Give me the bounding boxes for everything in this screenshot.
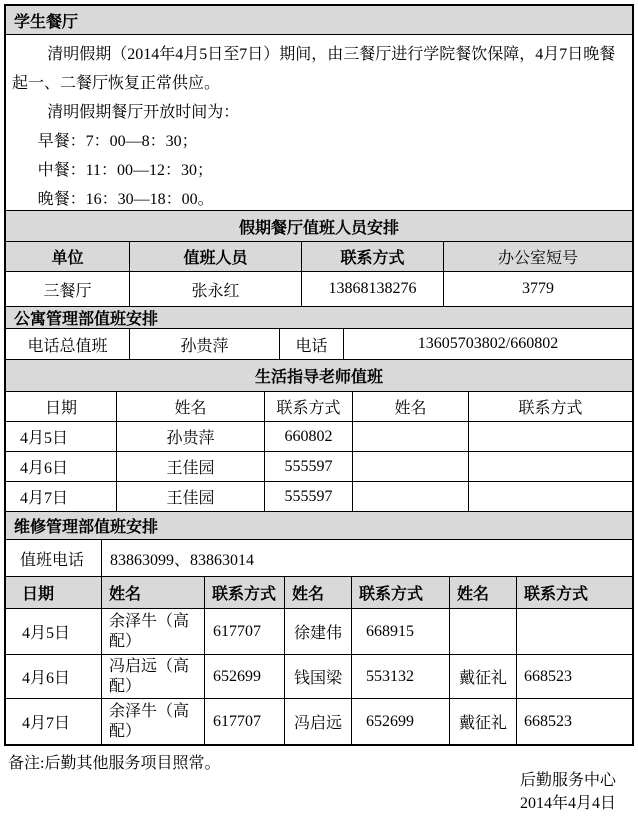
mt-col-contact-1: 联系方式 [204, 577, 284, 608]
duty-notice-table [4, 4, 634, 746]
mt-col-date: 日期 [22, 586, 55, 603]
contact-value: 13868138276 [301, 272, 443, 306]
lg-name-1: 王佳园 [116, 482, 264, 511]
lg-name-2 [352, 422, 468, 451]
col-header-unit: 单位 [51, 250, 84, 267]
lg-name-2 [352, 452, 468, 481]
maintenance-section-header [6, 512, 632, 540]
signature-block [520, 769, 616, 815]
col-header-office-ext: 办公室短号 [443, 242, 632, 271]
apartment-duty-person: 孙贵萍 [129, 329, 279, 359]
duty-phone-value: 83863099、83863014 [101, 540, 632, 576]
lg-col-name-1: 姓名 [116, 392, 264, 421]
canteen-intro-cell [6, 35, 632, 210]
holiday-duty-section-header [6, 211, 632, 242]
lg-col-date: 日期 [44, 400, 77, 417]
col-header-duty-person: 值班人员 [129, 242, 301, 271]
mt-name-1: 冯启远（高配） [101, 655, 204, 698]
office-ext-value: 3779 [443, 272, 632, 306]
canteen-intro-row [6, 35, 632, 211]
mt-contact-2: 652699 [351, 699, 449, 744]
intro-paragraph: 清明假期（2014年4月5日至7日）期间，由三餐厅进行学院餐饮保障，4月7日晚餐起一、二餐厅恢复正常供应。 [12, 46, 616, 92]
canteen-section-title: 学生餐厅 [14, 13, 79, 31]
maintenance-header-row [6, 577, 632, 609]
life-guide-row [6, 452, 632, 482]
maintenance-row [6, 655, 632, 699]
footer-note: 备注:后勤其他服务项目照常。 [8, 755, 221, 772]
life-guide-header-row [6, 392, 632, 422]
lg-col-name-2: 姓名 [352, 392, 468, 421]
mt-name-3: 戴征礼 [449, 699, 516, 744]
lunch-hours: 中餐：11：00—12：30； [37, 162, 214, 179]
lg-contact-2 [468, 482, 632, 511]
mt-contact-1: 652699 [204, 655, 284, 698]
mt-col-name-3: 姓名 [449, 577, 516, 608]
lg-name-1: 孙贵萍 [116, 422, 264, 451]
mt-col-contact-3: 联系方式 [516, 577, 632, 608]
maintenance-section-title: 维修管理部值班安排 [14, 519, 159, 536]
lg-date: 4月7日 [20, 490, 69, 507]
life-guide-row [6, 422, 632, 452]
mt-name-1: 余泽牛（高配） [101, 699, 204, 744]
unit-value: 三餐厅 [43, 282, 92, 300]
apartment-duty-type: 电话总值班 [27, 337, 108, 355]
mt-date: 4月6日 [22, 670, 71, 687]
open-hours-title: 清明假期餐厅开放时间为： [47, 104, 240, 121]
mt-col-name-1: 姓名 [101, 577, 204, 608]
lg-contact-2 [468, 452, 632, 481]
maintenance-row [6, 609, 632, 655]
apartment-section-title: 公寓管理部值班安排 [14, 311, 159, 328]
maintenance-phone-row [6, 540, 632, 577]
mt-name-3 [449, 609, 516, 654]
lg-date: 4月5日 [20, 430, 69, 447]
apartment-data-row [6, 329, 632, 360]
mt-date: 4月7日 [22, 715, 71, 732]
mt-contact-1: 617707 [204, 699, 284, 744]
duty-phone-label: 值班电话 [20, 551, 85, 569]
lg-contact-1: 660802 [264, 422, 352, 451]
lg-date: 4月6日 [20, 460, 69, 477]
apartment-section-header [6, 307, 632, 329]
life-guide-title: 生活指导老师值班 [254, 369, 383, 386]
lg-contact-1: 555597 [264, 482, 352, 511]
mt-contact-3: 668523 [516, 699, 632, 744]
canteen-section-header [6, 6, 632, 35]
mt-contact-3 [516, 609, 632, 654]
lg-contact-1: 555597 [264, 452, 352, 481]
life-guide-row [6, 482, 632, 512]
mt-date: 4月5日 [22, 625, 71, 642]
life-guide-section-header [6, 360, 632, 392]
mt-contact-1: 617707 [204, 609, 284, 654]
mt-contact-2: 553132 [351, 655, 449, 698]
lg-contact-2 [468, 422, 632, 451]
mt-name-3: 戴征礼 [449, 655, 516, 698]
mt-name-2: 冯启远 [284, 699, 351, 744]
mt-col-contact-2: 联系方式 [351, 577, 449, 608]
mt-name-2: 徐建伟 [284, 609, 351, 654]
lg-col-contact-2: 联系方式 [468, 392, 632, 421]
dinner-hours: 晚餐：16：30—18：00。 [37, 191, 214, 208]
maintenance-row [6, 699, 632, 744]
mt-name-1: 余泽牛（高配） [101, 609, 204, 654]
holiday-duty-data-row [6, 272, 632, 307]
duty-person-value: 张永红 [129, 272, 301, 306]
apartment-phone-label: 电话 [279, 329, 343, 359]
holiday-duty-title: 假期餐厅值班人员安排 [238, 219, 399, 237]
mt-name-2: 钱国梁 [284, 655, 351, 698]
col-header-contact: 联系方式 [301, 242, 443, 271]
lg-name-1: 王佳园 [116, 452, 264, 481]
breakfast-hours: 早餐：7：00—8：30； [37, 133, 198, 150]
holiday-duty-header-row [6, 242, 632, 272]
lg-col-contact-1: 联系方式 [264, 392, 352, 421]
lg-name-2 [352, 482, 468, 511]
apartment-phone-value: 13605703802/660802 [343, 329, 632, 359]
signature-department: 后勤服务中心 [519, 772, 616, 789]
mt-col-name-2: 姓名 [284, 577, 351, 608]
mt-contact-2: 668915 [351, 609, 449, 654]
signature-date: 2014年4月4日 [519, 795, 616, 812]
mt-contact-3: 668523 [516, 655, 632, 698]
